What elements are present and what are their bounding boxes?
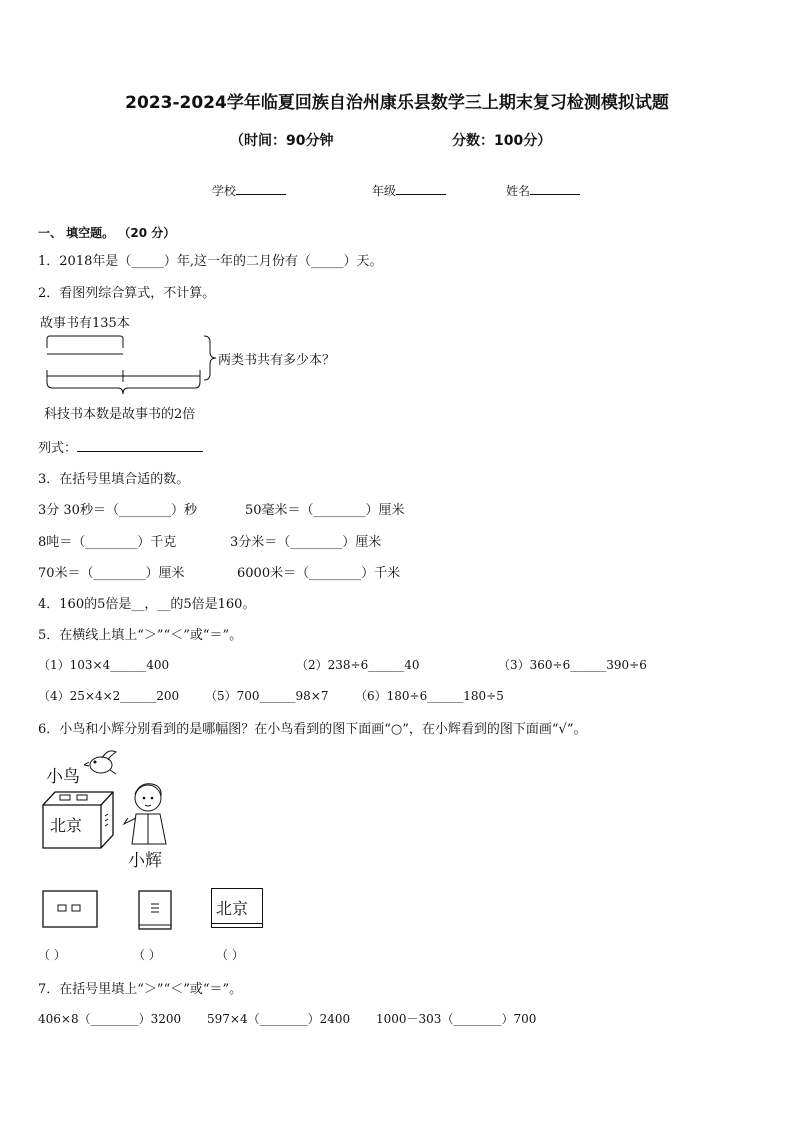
school-field bbox=[212, 182, 286, 199]
answer-paren[interactable]: （ ） bbox=[38, 948, 66, 962]
q3-item: 8吨＝（________）千克 bbox=[38, 535, 177, 550]
total-question-label: 两类书共有多少本？ bbox=[218, 353, 336, 368]
q3-item: 3分米＝（________）厘米 bbox=[230, 535, 382, 550]
question-3: 3．在括号里填合适的数。 bbox=[38, 472, 190, 487]
q5-item: （2）238÷6______40 bbox=[296, 658, 420, 672]
question-2: 2．看图列综合算式，不计算。 bbox=[38, 286, 216, 301]
question-4: 4．160的5倍是__，__的5倍是160。 bbox=[38, 597, 256, 612]
exam-score: 分数：100分） bbox=[452, 133, 552, 149]
q3-item: 3分 30秒＝（________）秒 bbox=[38, 503, 197, 518]
box-front-label: 北京 bbox=[50, 816, 83, 835]
boy-label: 小辉 bbox=[128, 851, 162, 871]
question-7: 7．在括号里填上“＞”“＜”或“＝”。 bbox=[38, 982, 243, 997]
q5-item: （6）180÷6______180÷5 bbox=[355, 689, 504, 703]
science-book-label: 科技书本数是故事书的2倍 bbox=[44, 407, 196, 422]
exam-time: （时间：90分钟 bbox=[230, 133, 334, 149]
q5-item: （4）25×4×2______200 bbox=[38, 689, 180, 703]
option-side-view[interactable] bbox=[138, 890, 172, 930]
q5-item: （5）700______98×7 bbox=[205, 689, 329, 703]
option-front-label: 北京 bbox=[216, 899, 249, 918]
school-blank[interactable] bbox=[236, 182, 286, 195]
q7-item: 597×4（________）2400 bbox=[207, 1012, 351, 1026]
q3-item: 6000米＝（________）千米 bbox=[237, 566, 401, 581]
book-bracket-diagram bbox=[40, 334, 220, 398]
grade-blank[interactable] bbox=[396, 182, 446, 195]
answer-paren[interactable]: （ ） bbox=[133, 948, 161, 962]
question-5: 5．在横线上填上“＞”“＜”或“＝”。 bbox=[38, 628, 243, 643]
formula-blank[interactable] bbox=[77, 439, 203, 452]
q7-item: 406×8（________）3200 bbox=[38, 1012, 182, 1026]
q5-item: （3）360÷6______390÷6 bbox=[498, 658, 647, 672]
bird-label: 小鸟 bbox=[46, 767, 80, 787]
name-label: 姓名 bbox=[506, 184, 531, 198]
q3-item: 50毫米＝（________）厘米 bbox=[245, 503, 405, 518]
school-label: 学校 bbox=[212, 184, 237, 198]
answer-paren[interactable]: （ ） bbox=[216, 948, 244, 962]
q3-item: 70米＝（________）厘米 bbox=[38, 566, 185, 581]
formula-label: 列式： bbox=[38, 441, 78, 456]
name-blank[interactable] bbox=[530, 182, 580, 195]
question-1: 1．2018年是（_____）年,这一年的二月份有（_____）天。 bbox=[38, 254, 383, 269]
option-top-view[interactable] bbox=[42, 890, 98, 928]
grade-field bbox=[372, 182, 446, 199]
option-front-view[interactable] bbox=[211, 888, 263, 928]
formula-field bbox=[38, 437, 203, 456]
story-book-label: 故事书有135本 bbox=[40, 316, 130, 331]
question-6: 6．小鸟和小辉分别看到的是哪幅图？在小鸟看到的图下面画“○”，在小辉看到的图下面画“√”。 bbox=[38, 722, 587, 737]
q7-item: 1000－303（________）700 bbox=[376, 1012, 537, 1026]
exam-title: 2023-2024学年临夏回族自治州康乐县数学三上期末复习检测模拟试题 bbox=[125, 93, 669, 113]
boy-icon bbox=[118, 780, 174, 846]
bird-icon bbox=[84, 748, 118, 778]
name-field bbox=[506, 182, 580, 199]
section-heading: 一、 填空题。 （20 分） bbox=[38, 226, 176, 240]
grade-label: 年级 bbox=[372, 184, 397, 198]
q5-item: （1）103×4______400 bbox=[38, 658, 170, 672]
